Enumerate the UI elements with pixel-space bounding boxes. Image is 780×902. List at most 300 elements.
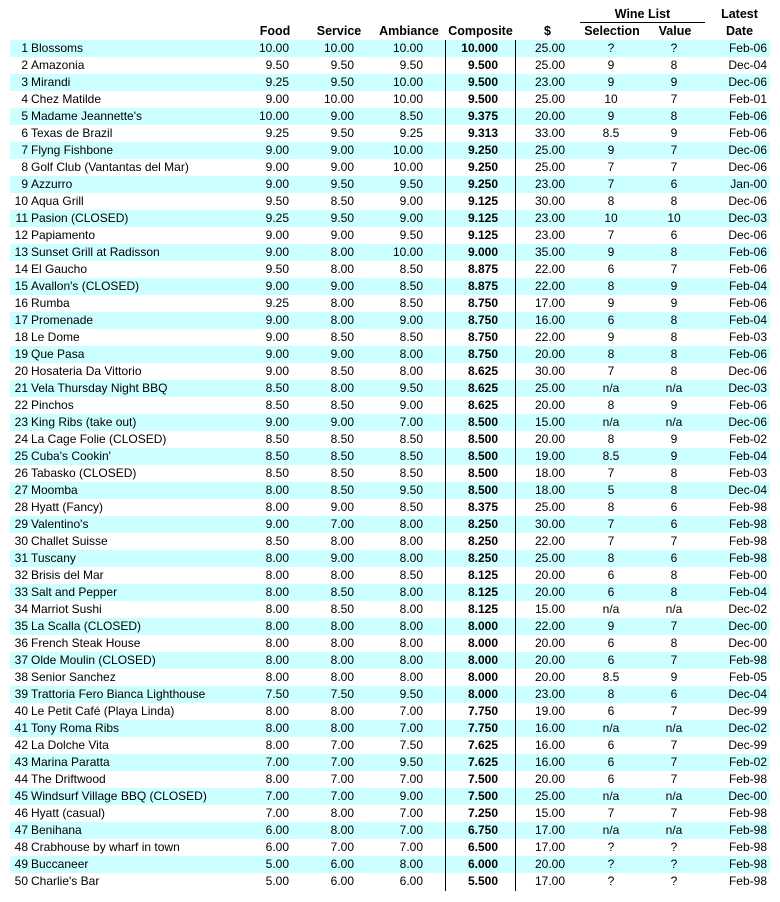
cell-food: 9.50 xyxy=(265,194,289,208)
cell-price: 20.00 xyxy=(534,772,565,786)
cell-selection: 6 xyxy=(607,738,615,752)
cell-ambiance: 7.00 xyxy=(399,704,423,718)
cell-ambiance: 8.00 xyxy=(399,619,423,633)
cell-rank: 46 xyxy=(14,806,28,820)
cell-date: Dec-06 xyxy=(728,364,767,378)
cell-price: 18.00 xyxy=(534,466,565,480)
cell-composite: 7.750 xyxy=(467,721,498,735)
cell-price: 20.00 xyxy=(534,398,565,412)
cell-food: 10.00 xyxy=(258,41,289,55)
cell-selection: 9 xyxy=(607,619,615,633)
header-food: Food xyxy=(259,24,291,38)
cell-ambiance: 8.00 xyxy=(399,534,423,548)
table-row xyxy=(0,703,780,720)
cell-food: 9.25 xyxy=(265,296,289,310)
table-row xyxy=(0,839,780,856)
cell-ambiance: 7.00 xyxy=(399,721,423,735)
cell-value: ? xyxy=(670,857,678,871)
table-row xyxy=(0,329,780,346)
cell-date: Feb-98 xyxy=(728,874,767,888)
cell-name: Hyatt (Fancy) xyxy=(31,500,104,514)
cell-date: Feb-00 xyxy=(728,568,767,582)
cell-date: Feb-98 xyxy=(728,500,767,514)
cell-name: Amazonia xyxy=(31,58,85,72)
cell-composite: 8.125 xyxy=(467,568,498,582)
cell-value: 7 xyxy=(670,704,678,718)
cell-selection: 9 xyxy=(607,330,615,344)
cell-composite: 8.875 xyxy=(467,262,498,276)
cell-date: Feb-05 xyxy=(728,670,767,684)
cell-service: 7.00 xyxy=(330,738,354,752)
cell-ambiance: 8.50 xyxy=(399,500,423,514)
cell-name: Azzurro xyxy=(31,177,73,191)
cell-service: 7.50 xyxy=(330,687,354,701)
cell-service: 8.50 xyxy=(330,602,354,616)
cell-composite: 7.500 xyxy=(467,789,498,803)
cell-name: Rumba xyxy=(31,296,70,310)
cell-value: 6 xyxy=(670,551,678,565)
cell-ambiance: 9.00 xyxy=(399,398,423,412)
cell-composite: 8.625 xyxy=(467,381,498,395)
cell-selection: 9 xyxy=(607,109,615,123)
cell-ambiance: 10.00 xyxy=(392,160,423,174)
cell-service: 9.00 xyxy=(330,551,354,565)
cell-composite: 6.750 xyxy=(467,823,498,837)
cell-composite: 9.313 xyxy=(467,126,498,140)
cell-name: Cuba's Cookin' xyxy=(31,449,111,463)
cell-selection: n/a xyxy=(602,789,620,803)
table-row xyxy=(0,227,780,244)
cell-value: 7 xyxy=(670,143,678,157)
cell-price: 22.00 xyxy=(534,619,565,633)
cell-price: 25.00 xyxy=(534,160,565,174)
cell-ambiance: 8.50 xyxy=(399,432,423,446)
cell-ambiance: 9.50 xyxy=(399,177,423,191)
cell-rank: 21 xyxy=(14,381,28,395)
cell-date: Feb-98 xyxy=(728,772,767,786)
cell-value: 7 xyxy=(670,160,678,174)
cell-value: 6 xyxy=(670,228,678,242)
cell-selection: 8 xyxy=(607,194,615,208)
cell-date: Feb-98 xyxy=(728,551,767,565)
cell-selection: 8.5 xyxy=(602,670,620,684)
table-row xyxy=(0,414,780,431)
cell-rank: 18 xyxy=(14,330,28,344)
cell-value: 8 xyxy=(670,330,678,344)
cell-composite: 8.500 xyxy=(467,415,498,429)
cell-food: 7.00 xyxy=(265,806,289,820)
cell-ambiance: 8.50 xyxy=(399,330,423,344)
cell-rank: 20 xyxy=(14,364,28,378)
cell-name: Marriot Sushi xyxy=(31,602,102,616)
cell-service: 6.00 xyxy=(330,857,354,871)
table-row xyxy=(0,380,780,397)
cell-ambiance: 8.50 xyxy=(399,279,423,293)
cell-service: 7.00 xyxy=(330,517,354,531)
cell-rank: 16 xyxy=(14,296,28,310)
cell-ambiance: 10.00 xyxy=(392,245,423,259)
cell-name: Promenade xyxy=(31,313,94,327)
cell-name: Senior Sanchez xyxy=(31,670,116,684)
cell-rank: 3 xyxy=(21,75,28,89)
cell-ambiance: 8.50 xyxy=(399,568,423,582)
cell-food: 8.00 xyxy=(265,602,289,616)
cell-name: Moomba xyxy=(31,483,78,497)
cell-value: 8 xyxy=(670,483,678,497)
cell-service: 9.50 xyxy=(330,58,354,72)
cell-price: 20.00 xyxy=(534,585,565,599)
cell-name: La Cage Folie (CLOSED) xyxy=(31,432,167,446)
cell-name: Hyatt (casual) xyxy=(31,806,106,820)
cell-selection: 8 xyxy=(607,500,615,514)
cell-price: 19.00 xyxy=(534,704,565,718)
cell-food: 8.50 xyxy=(265,534,289,548)
cell-composite: 9.125 xyxy=(467,211,498,225)
cell-date: Feb-04 xyxy=(728,585,767,599)
cell-rank: 13 xyxy=(14,245,28,259)
cell-service: 8.00 xyxy=(330,619,354,633)
cell-value: 8 xyxy=(670,109,678,123)
cell-price: 17.00 xyxy=(534,296,565,310)
cell-selection: 8.5 xyxy=(602,126,620,140)
header-wine-list: Wine List xyxy=(614,7,671,21)
cell-service: 8.00 xyxy=(330,381,354,395)
cell-service: 9.00 xyxy=(330,109,354,123)
cell-name: Hosateria Da Vittorio xyxy=(31,364,142,378)
cell-service: 9.00 xyxy=(330,500,354,514)
cell-food: 9.00 xyxy=(265,313,289,327)
cell-composite: 8.750 xyxy=(467,347,498,361)
cell-value: 9 xyxy=(670,449,678,463)
cell-composite: 9.125 xyxy=(467,228,498,242)
cell-selection: 8 xyxy=(607,551,615,565)
cell-ambiance: 9.50 xyxy=(399,58,423,72)
cell-value: 9 xyxy=(670,126,678,140)
cell-rank: 50 xyxy=(14,874,28,888)
cell-price: 16.00 xyxy=(534,738,565,752)
cell-date: Dec-00 xyxy=(728,636,767,650)
table-row xyxy=(0,482,780,499)
cell-date: Dec-00 xyxy=(728,619,767,633)
cell-value: 8 xyxy=(670,313,678,327)
cell-food: 8.00 xyxy=(265,721,289,735)
cell-composite: 8.000 xyxy=(467,636,498,650)
cell-selection: 7 xyxy=(607,160,615,174)
cell-ambiance: 8.00 xyxy=(399,347,423,361)
cell-price: 15.00 xyxy=(534,602,565,616)
cell-name: Chez Matilde xyxy=(31,92,102,106)
cell-rank: 22 xyxy=(14,398,28,412)
cell-name: Texas de Brazil xyxy=(31,126,113,140)
cell-value: 7 xyxy=(670,755,678,769)
table-row xyxy=(0,210,780,227)
cell-composite: 9.125 xyxy=(467,194,498,208)
cell-service: 8.00 xyxy=(330,262,354,276)
cell-composite: 10.000 xyxy=(461,41,498,55)
table-row xyxy=(0,142,780,159)
cell-price: 23.00 xyxy=(534,228,565,242)
cell-price: 25.00 xyxy=(534,143,565,157)
cell-price: 25.00 xyxy=(534,500,565,514)
cell-date: Feb-01 xyxy=(728,92,767,106)
cell-price: 25.00 xyxy=(534,789,565,803)
cell-ambiance: 8.00 xyxy=(399,653,423,667)
cell-service: 8.00 xyxy=(330,806,354,820)
cell-value: 8 xyxy=(670,58,678,72)
table-row xyxy=(0,533,780,550)
cell-selection: 7 xyxy=(607,466,615,480)
cell-selection: 9 xyxy=(607,58,615,72)
cell-name: Valentino's xyxy=(31,517,89,531)
cell-food: 8.00 xyxy=(265,500,289,514)
cell-ambiance: 8.00 xyxy=(399,517,423,531)
cell-ambiance: 7.00 xyxy=(399,840,423,854)
cell-ambiance: 10.00 xyxy=(392,92,423,106)
cell-price: 25.00 xyxy=(534,58,565,72)
cell-selection: n/a xyxy=(602,823,620,837)
cell-food: 9.25 xyxy=(265,75,289,89)
cell-selection: 5 xyxy=(607,483,615,497)
cell-rank: 33 xyxy=(14,585,28,599)
cell-food: 9.00 xyxy=(265,245,289,259)
cell-value: ? xyxy=(670,874,678,888)
cell-composite: 8.500 xyxy=(467,449,498,463)
cell-composite: 8.500 xyxy=(467,483,498,497)
cell-food: 7.00 xyxy=(265,755,289,769)
cell-date: Feb-03 xyxy=(728,466,767,480)
cell-date: Feb-04 xyxy=(728,279,767,293)
cell-service: 9.00 xyxy=(330,347,354,361)
cell-name: Vela Thursday Night BBQ xyxy=(31,381,168,395)
cell-food: 5.00 xyxy=(265,857,289,871)
cell-ambiance: 8.50 xyxy=(399,466,423,480)
cell-name: Salt and Pepper xyxy=(31,585,118,599)
cell-food: 9.00 xyxy=(265,347,289,361)
cell-date: Feb-06 xyxy=(728,262,767,276)
cell-selection: 8 xyxy=(607,347,615,361)
table-row xyxy=(0,108,780,125)
cell-price: 19.00 xyxy=(534,449,565,463)
header-price: $ xyxy=(544,24,551,38)
cell-value: 6 xyxy=(670,517,678,531)
cell-service: 8.00 xyxy=(330,823,354,837)
cell-name: Golf Club (Vantantas del Mar) xyxy=(31,160,189,174)
cell-rank: 4 xyxy=(21,92,28,106)
cell-selection: 7 xyxy=(607,364,615,378)
cell-date: Feb-98 xyxy=(728,534,767,548)
cell-date: Feb-06 xyxy=(728,398,767,412)
table-row xyxy=(0,193,780,210)
cell-food: 6.00 xyxy=(265,840,289,854)
cell-rank: 30 xyxy=(14,534,28,548)
cell-date: Dec-03 xyxy=(728,211,767,225)
cell-name: Papiamento xyxy=(31,228,96,242)
cell-name: Buccaneer xyxy=(31,857,89,871)
cell-rank: 24 xyxy=(14,432,28,446)
cell-name: Benihana xyxy=(31,823,82,837)
cell-date: Feb-98 xyxy=(728,857,767,871)
cell-service: 7.00 xyxy=(330,789,354,803)
table-row xyxy=(0,788,780,805)
cell-service: 9.00 xyxy=(330,279,354,293)
cell-rank: 40 xyxy=(14,704,28,718)
table-row xyxy=(0,737,780,754)
cell-value: 7 xyxy=(670,619,678,633)
cell-food: 8.00 xyxy=(265,619,289,633)
cell-food: 9.00 xyxy=(265,92,289,106)
cell-price: 33.00 xyxy=(534,126,565,140)
cell-composite: 8.125 xyxy=(467,602,498,616)
table-row xyxy=(0,159,780,176)
cell-service: 6.00 xyxy=(330,874,354,888)
cell-service: 8.00 xyxy=(330,670,354,684)
cell-rank: 12 xyxy=(14,228,28,242)
cell-value: n/a xyxy=(665,415,683,429)
cell-selection: 10 xyxy=(604,92,618,106)
cell-selection: 8 xyxy=(607,432,615,446)
cell-price: 25.00 xyxy=(534,381,565,395)
table-row xyxy=(0,550,780,567)
cell-date: Dec-03 xyxy=(728,381,767,395)
cell-food: 8.00 xyxy=(265,772,289,786)
cell-date: Feb-98 xyxy=(728,653,767,667)
cell-price: 23.00 xyxy=(534,177,565,191)
cell-price: 23.00 xyxy=(534,75,565,89)
table-row xyxy=(0,754,780,771)
table-row xyxy=(0,635,780,652)
table-row xyxy=(0,771,780,788)
cell-composite: 8.000 xyxy=(467,619,498,633)
cell-rank: 45 xyxy=(14,789,28,803)
cell-selection: ? xyxy=(607,41,615,55)
cell-value: 9 xyxy=(670,75,678,89)
cell-rank: 17 xyxy=(14,313,28,327)
cell-price: 16.00 xyxy=(534,721,565,735)
cell-ambiance: 9.00 xyxy=(399,211,423,225)
cell-date: Dec-02 xyxy=(728,602,767,616)
cell-date: Feb-06 xyxy=(728,347,767,361)
cell-composite: 7.625 xyxy=(467,755,498,769)
cell-value: 8 xyxy=(670,245,678,259)
table-row xyxy=(0,125,780,142)
cell-service: 9.00 xyxy=(330,143,354,157)
table-row xyxy=(0,652,780,669)
cell-value: n/a xyxy=(665,381,683,395)
table-row xyxy=(0,397,780,414)
cell-food: 8.00 xyxy=(265,653,289,667)
cell-service: 10.00 xyxy=(323,92,354,106)
cell-selection: 7 xyxy=(607,806,615,820)
cell-selection: 8.5 xyxy=(602,449,620,463)
cell-date: Feb-06 xyxy=(728,126,767,140)
cell-price: 25.00 xyxy=(534,92,565,106)
cell-name: Le Petit Café (Playa Linda) xyxy=(31,704,175,718)
cell-selection: 8 xyxy=(607,279,615,293)
cell-value: 7 xyxy=(670,806,678,820)
cell-price: 20.00 xyxy=(534,432,565,446)
cell-food: 8.50 xyxy=(265,398,289,412)
table-row xyxy=(0,516,780,533)
cell-composite: 9.250 xyxy=(467,160,498,174)
cell-value: 9 xyxy=(670,279,678,293)
cell-service: 8.50 xyxy=(330,364,354,378)
cell-price: 22.00 xyxy=(534,279,565,293)
cell-composite: 9.250 xyxy=(467,143,498,157)
cell-service: 8.50 xyxy=(330,483,354,497)
cell-date: Feb-06 xyxy=(728,245,767,259)
cell-selection: n/a xyxy=(602,602,620,616)
cell-service: 9.00 xyxy=(330,228,354,242)
cell-date: Feb-06 xyxy=(728,296,767,310)
cell-selection: n/a xyxy=(602,721,620,735)
cell-food: 9.00 xyxy=(265,330,289,344)
cell-name: Windsurf Village BBQ (CLOSED) xyxy=(31,789,207,803)
cell-value: 10 xyxy=(667,211,681,225)
cell-food: 9.00 xyxy=(265,177,289,191)
cell-ambiance: 9.50 xyxy=(399,755,423,769)
cell-service: 7.00 xyxy=(330,772,354,786)
cell-composite: 8.000 xyxy=(467,653,498,667)
cell-rank: 41 xyxy=(14,721,28,735)
cell-food: 9.00 xyxy=(265,143,289,157)
composite-column-border xyxy=(445,40,516,891)
cell-date: Dec-99 xyxy=(728,704,767,718)
cell-value: ? xyxy=(670,41,678,55)
cell-service: 8.50 xyxy=(330,432,354,446)
cell-price: 17.00 xyxy=(534,840,565,854)
cell-selection: 7 xyxy=(607,177,615,191)
cell-food: 9.25 xyxy=(265,126,289,140)
cell-rank: 10 xyxy=(14,194,28,208)
cell-value: 8 xyxy=(670,194,678,208)
table-row xyxy=(0,805,780,822)
cell-value: n/a xyxy=(665,602,683,616)
cell-name: Pinchos xyxy=(31,398,74,412)
cell-value: n/a xyxy=(665,721,683,735)
cell-food: 10.00 xyxy=(258,109,289,123)
cell-value: 6 xyxy=(670,687,678,701)
cell-price: 15.00 xyxy=(534,806,565,820)
cell-ambiance: 8.50 xyxy=(399,109,423,123)
cell-food: 9.00 xyxy=(265,415,289,429)
cell-date: Dec-06 xyxy=(728,194,767,208)
cell-price: 35.00 xyxy=(534,245,565,259)
header-ambiance: Ambiance xyxy=(379,24,439,38)
cell-price: 23.00 xyxy=(534,687,565,701)
cell-rank: 29 xyxy=(14,517,28,531)
cell-name: Challet Suisse xyxy=(31,534,108,548)
cell-rank: 48 xyxy=(14,840,28,854)
cell-food: 8.00 xyxy=(265,568,289,582)
cell-service: 8.50 xyxy=(330,585,354,599)
wine-list-underline xyxy=(580,22,705,23)
cell-date: Feb-98 xyxy=(728,806,767,820)
cell-service: 8.00 xyxy=(330,313,354,327)
cell-price: 22.00 xyxy=(534,262,565,276)
cell-name: Madame Jeannette's xyxy=(31,109,143,123)
cell-composite: 8.000 xyxy=(467,687,498,701)
cell-rank: 28 xyxy=(14,500,28,514)
cell-name: Olde Moulin (CLOSED) xyxy=(31,653,156,667)
cell-name: French Steak House xyxy=(31,636,141,650)
cell-composite: 7.500 xyxy=(467,772,498,786)
cell-food: 9.00 xyxy=(265,160,289,174)
cell-price: 20.00 xyxy=(534,109,565,123)
cell-composite: 8.875 xyxy=(467,279,498,293)
cell-date: Dec-04 xyxy=(728,687,767,701)
cell-food: 8.50 xyxy=(265,381,289,395)
cell-composite: 8.375 xyxy=(467,500,498,514)
